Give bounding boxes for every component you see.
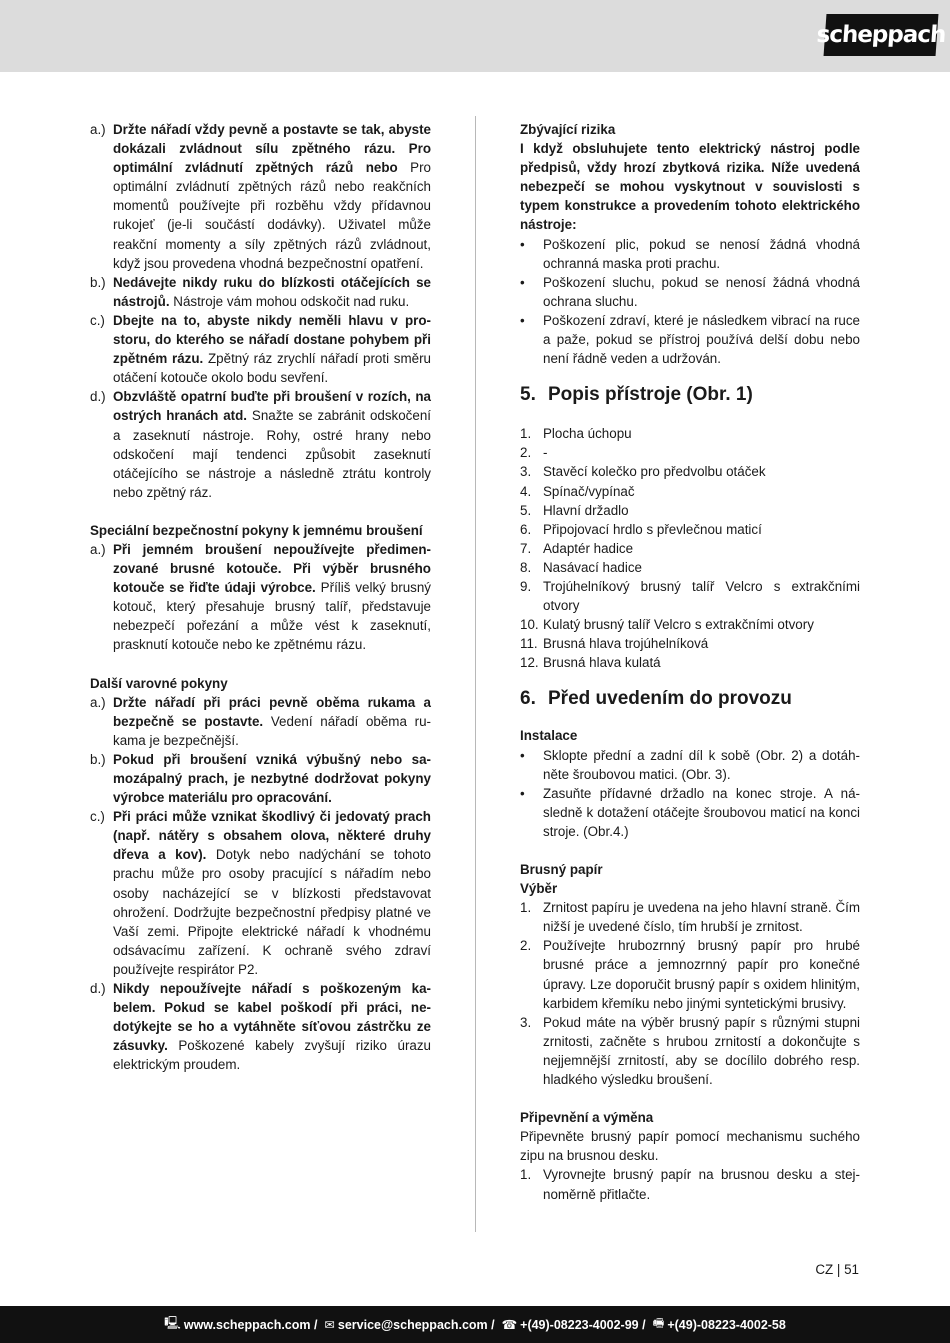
list-item: 3. Stavěcí kolečko pro předvolbu otáček — [520, 464, 766, 480]
kickback-list — [90, 120, 431, 502]
list-item: 2. - — [520, 445, 548, 461]
list-item: 12. Brusná hlava kulatá — [520, 655, 661, 671]
page-number: CZ | 51 — [815, 1262, 859, 1277]
bullet-item: • Poškození zdraví, které je následkem vibrací na ruce a paže, pokud se přístroj používá delší dobu nebo není řádně veden a udržován. — [520, 312, 860, 367]
list-item: b.) Nedávejte nikdy ruku do blízkosti otáčejících se nástrojů. Nástroje vám mohou odskočit nad ruku. — [90, 274, 431, 309]
list-item: 10. Kulatý brusný talíř Velcro s extrakčními otvory — [520, 617, 814, 633]
column-divider — [475, 116, 476, 1232]
email-icon: ✉ — [324, 1318, 335, 1332]
bullet-item: • Zasuňte přídavné držadlo na konec stroje. A následně k dotažení otáčejte šroubovou maticí na konci stroje. (Obr.4.) — [520, 785, 860, 839]
list-item: 1. Zrnitost papíru je uvedena na jeho hlavní straně. Čím nižší je uvedené číslo, tím hrubší je zrnitost. — [520, 900, 860, 935]
fax-icon: 🖷 — [652, 1316, 665, 1330]
bullet-item: • Poškození plic, pokud se nenosí žádná vhodná ochranná maska proti prachu. — [520, 236, 860, 271]
sandpaper-heading: Brusný papír — [520, 862, 603, 877]
list-item: 9. Trojúhelníkový brusný talíř Velcro s extrakčními otvory — [520, 578, 860, 614]
list-item: 2. Používejte hrubozrnný brusný papír pro hrubé brusné práce a jemnozrnný papír pro konečné úpravy. Lze doporučit brusný papír s oxidem hlinitým, karbidem křemíku nebo jinými syntetickými brusivy. — [520, 938, 860, 1011]
list-item: d.) Obzvláště opatrní buďte při broušení v rozích, na ostrých hranách atd. Snažte se zabránit odskočení a zaseknutí nástroje. Rohy, ostré hrany nebo odskočení mají tendenci způsobit zaseknutí otáčejícího se nástroje a následně ztrátu kontroly nebo zpětný ráz. — [90, 389, 431, 500]
footer-bar — [0, 1306, 950, 1343]
list-item: b.) Pokud při broušení vzniká výbušný nebo samozápalný prach, je nezbytné dodržovat pokyny výrobce materiálu pro opracování. — [90, 751, 431, 806]
attach-heading: Připevnění a výměna — [520, 1110, 654, 1126]
phone-icon: ☎ — [501, 1318, 518, 1332]
list-item: 1. Plocha úchopu — [520, 426, 632, 442]
footer-web[interactable]: www.scheppach.com / — [183, 1317, 318, 1332]
list-item: 5. Hlavní držadlo — [520, 502, 629, 518]
list-item: 1. Vyrovnejte brusný papír na brusnou desku a stejnoměrně přitlačte. — [520, 1167, 860, 1202]
list-item: c.) Při práci může vznikat škodlivý či jedovatý prach (např. nátěry s obsahem olova, některé druhy dřeva a kov). Dotyk nebo nadýchání se tohoto prachu může pro osoby pracující s nářadím nebo osoby nacházející se v blízkosti představovat ohrožení. Dodržujte bezpečnostní předpisy platné ve Vaší zemi. Připojte elektrické nářadí k vhodnému odsávacímu zařízení. K ochraně svého zdraví používejte respirátor P2. — [90, 809, 431, 977]
list-item: a.) Držte nářadí vždy pevně a postavte se tak, abyste dokázali zvládnout sílu zpětného rázu. Pro optimální zvládnutí zpětných rázů nebo Pro optimální zvládnutí zpětných rázů nebo reakčních momentů používejte při rozběhu vždy přídavnou rukojeť (je-li součástí dodávky). Uživatel může reakční momenty a síly zpětných rázů zvládnout, když jsou provedena vhodná bezpečnostní opatření. — [90, 122, 431, 271]
right-column — [520, 120, 860, 1204]
list-item: 7. Adaptér hadice — [520, 540, 634, 556]
footer-phone: +(49)-08223-4002-99 / — [520, 1317, 646, 1332]
list-item: 8. Nasávací hadice — [520, 559, 642, 575]
section-5-heading: 5. Popis přístroje (Obr. 1) — [520, 384, 753, 406]
list-item: a.) Při jemném broušení nepoužívejte předimenzované brusné kotouče. Při výběr brusného kotouče se řiďte údaji výrobce. Příliš velký brusný kotouč, který přesahuje brusný talíř, představuje nebezpečí pořezání a může vést k zaseknutí, prasknutí kotouče nebo ke zpětnému rázu. — [90, 541, 431, 653]
list-item: 3. Pokud máte na výběr brusný papír s různými stupni zrnitosti, začněte s hrubou zrnitostí a dokončujte s nejjemnější zrnitostí, aby se docílilo dobrého resp. hladkého výsledku broušení. — [520, 1014, 860, 1088]
left-column — [90, 120, 431, 1075]
list-item: c.) Dbejte na to, abyste nikdy neměli hlavu v prostoru, do kterého se nářadí dostane pohybem při zpětném rázu. Zpětný ráz zrychlí nářadí proti směru otáčení kotouče okolo bodu sevření. — [90, 312, 431, 386]
section-6-heading: 6. Před uvedením do provozu — [520, 688, 792, 710]
bullet-item: • Poškození sluchu, pokud se nenosí žádná vhodná ochrana sluchu. — [520, 274, 860, 309]
further-warnings-heading: Další varovné pokyny — [90, 675, 228, 691]
list-item: 11. Brusná hlava trojúhelníková — [520, 636, 709, 652]
header-bar — [0, 0, 950, 72]
list-item: d.) Nikdy nepoužívejte nářadí s poškozeným kabelem. Pokud se kabel poškodí při práci, nedotýkejte se ho a vytáhněte síťovou zástrčku ze zásuvky. Poškozené kabely zvyšují riziko úrazu elektrickým proudem. — [90, 981, 431, 1073]
residual-risks-intro: I když obsluhujete tento elektrický nástroj podle předpisů, vždy hrozí zbytková rizika. Níže uvedená nebezpečí se mohou vyskytnout v souvislosti s typem konstrukce a provedením tohoto elektrického nástroje: — [520, 141, 860, 233]
installation-heading: Instalace — [520, 728, 578, 744]
selection-heading: Výběr — [520, 881, 558, 897]
fine-sanding-heading: Speciální bezpečnostní pokyny k jemnému broušení — [90, 522, 423, 538]
list-item: 4. Spínač/vypínač — [520, 483, 635, 499]
parts-list — [520, 424, 860, 672]
footer-email[interactable]: service@scheppach.com / — [337, 1317, 495, 1332]
scheppach-logo: scheppach — [824, 14, 939, 56]
residual-risks-heading: Zbývající rizika — [520, 122, 616, 137]
footer-fax: +(49)-08223-4002-58 — [667, 1317, 786, 1332]
list-item: 6. Připojovací hrdlo s převlečnou maticí — [520, 521, 762, 537]
list-item: a.) Držte nářadí při práci pevně oběma rukama a bezpečně se postavte. Vedení nářadí oběma rukama je bezpečnější. — [90, 694, 431, 748]
attach-intro: Připevněte brusný papír pomocí mechanismu suchého zipu na brusnou desku. — [520, 1129, 860, 1164]
bullet-item: • Sklopte přední a zadní díl k sobě (Obr. 2) a dotáhněte šroubovou matici. (Obr. 3). — [520, 747, 860, 782]
computer-icon: 🖳 — [164, 1316, 181, 1330]
